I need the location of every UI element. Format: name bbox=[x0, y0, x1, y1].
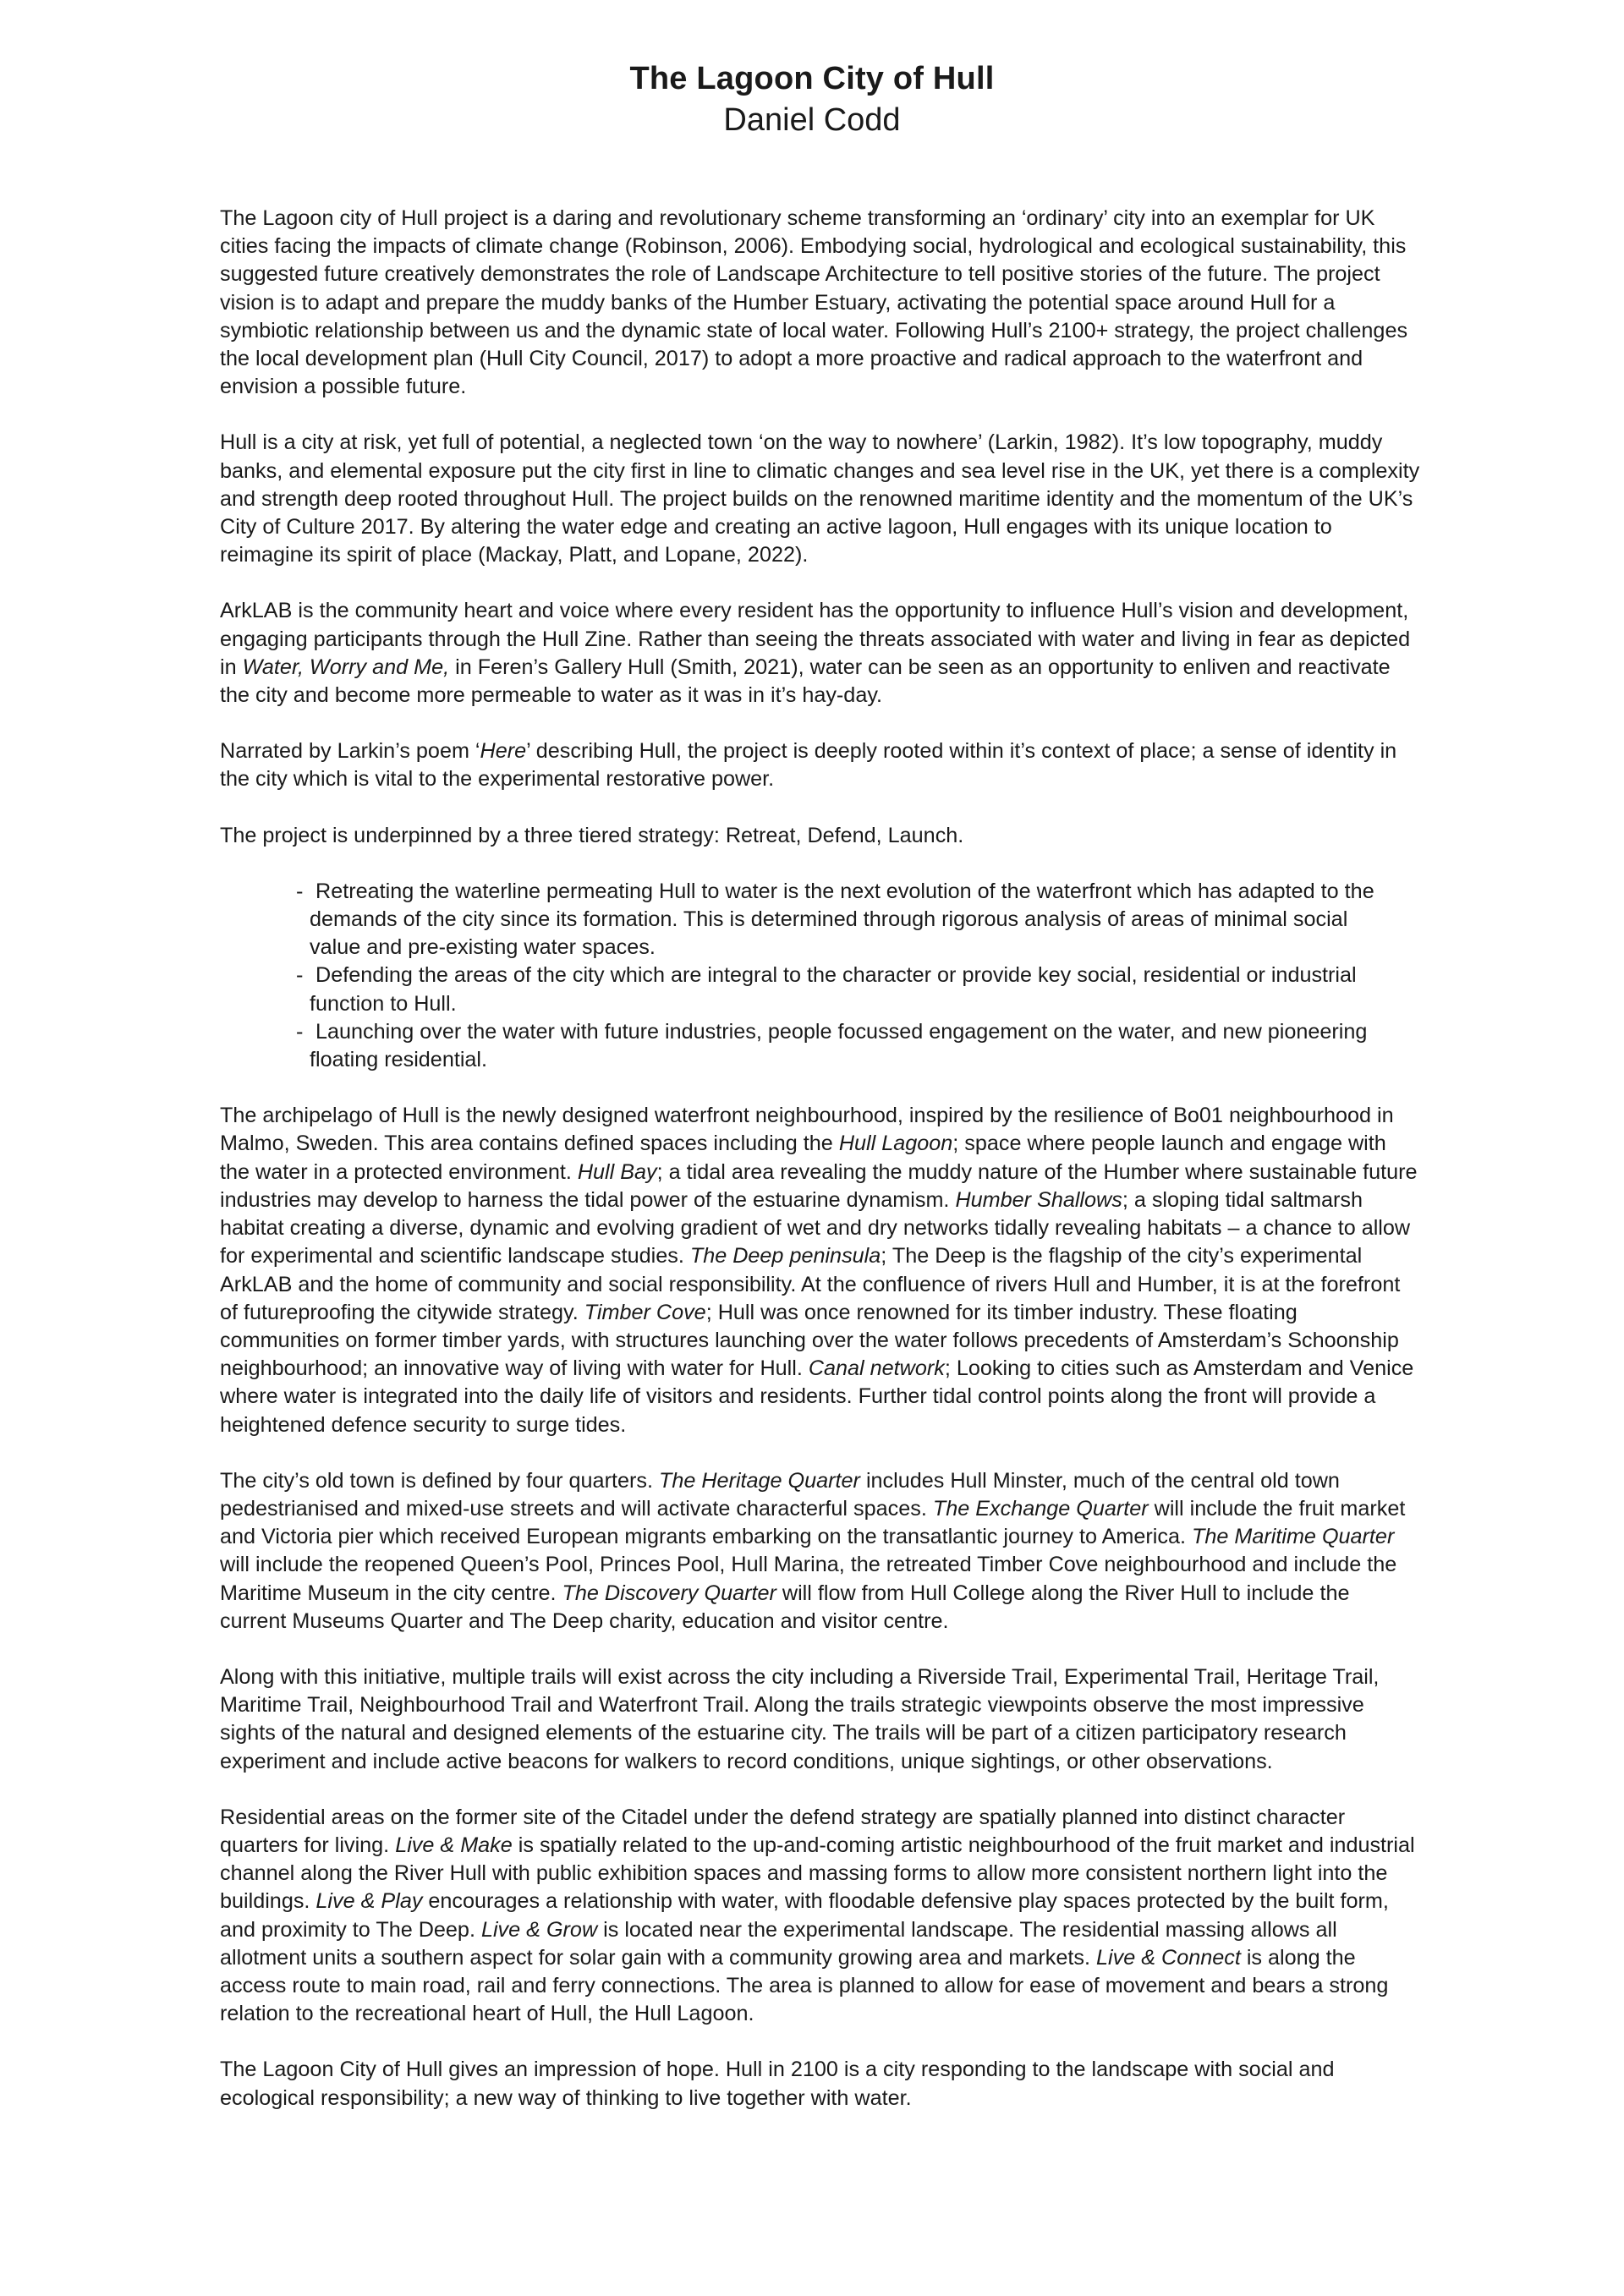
paragraph-conclusion: The Lagoon City of Hull gives an impression of hope. Hull in 2100 is a city responding to the landscape with social and ecological responsibility; a new way of thinking to live together with water. bbox=[220, 2058, 1335, 2110]
document-author: Daniel Codd bbox=[723, 102, 901, 138]
paragraph-intro: The Lagoon city of Hull project is a daring and revolutionary scheme transforming an ‘ordinary’ city into an exemplar for UK cities facing the impacts of climate change (Robinson, 2006). Embodying social, hydrological and ecological sustainability, this suggested future creatively demonstrates the role of Landscape Architecture to tell positive stories of the future. The project vision is to adapt and prepare the muddy banks of the Humber Estuary, activating the potential space around Hull for a symbiotic relationship between us and the dynamic state of local water. Following Hull’s 2100+ strategy, the project challenges the local development plan (Hull City Council, 2017) to adopt a more proactive and radical approach to the waterfront and envision a possible future. bbox=[220, 206, 1408, 399]
list-item-text: Launching over the water with future industries, people focussed engagement on the water, and new pioneering floating residential. bbox=[310, 1019, 1368, 1072]
document-header bbox=[0, 58, 1624, 140]
italic-term: Humber Shallows bbox=[955, 1187, 1122, 1212]
text-run: The city’s old town is defined by four quarters. bbox=[220, 1468, 659, 1493]
text-run: will flow from Hull College along the River Hull to include the current Museums Quarter and The Deep charity, education and visitor centre. bbox=[220, 1581, 1350, 1633]
paragraph-archipelago bbox=[220, 1102, 1421, 1438]
strategy-item-retreat bbox=[220, 878, 1387, 962]
list-item-text: Defending the areas of the city which are integral to the character or provide key social, residential or industrial function to Hull. bbox=[310, 963, 1357, 1016]
strategy-list bbox=[220, 878, 1421, 1074]
italic-term: Live & Make bbox=[395, 1833, 513, 1857]
paragraph-strategy-intro: The project is underpinned by a three tiered strategy: Retreat, Defend, Launch. bbox=[220, 823, 964, 847]
italic-term: Live & Grow bbox=[480, 1917, 598, 1942]
text-run: in Feren’s Gallery Hull (Smith, 2021), water can be seen as an opportunity to enliven and reactivate the city and become more permeable to water as it was in it’s hay-day. bbox=[220, 655, 1391, 708]
text-run: will include the reopened Queen’s Pool, Princes Pool, Hull Marina, the retreated Timber Cove neighbourhood and include the Maritime Museum in the city centre. bbox=[220, 1553, 1397, 1605]
paragraph-larkin bbox=[220, 737, 1421, 793]
text-run: ’ describing Hull, the project is deeply rooted within it’s context of place; a sense of identity in the city which is vital to the experimental restorative power. bbox=[220, 739, 1397, 792]
paragraph-trails: Along with this initiative, multiple trails will exist across the city including a Riverside Trail, Experimental Trail, Heritage Trail, Maritime Trail, Neighbourhood Trail and Waterfront Trail. Along the trails strategic viewpoints observe the most impressive sights of the natural and designed elements of the estuarine city. The trails will be part of a citizen participatory research experiment and include active beacons for walkers to record conditions, unique sightings, or other observations. bbox=[220, 1664, 1380, 1773]
paragraph-quarters bbox=[220, 1467, 1421, 1636]
text-run: encourages a relationship with water, with floodable defensive play spaces protected by the built form, and proximity to The Deep. bbox=[220, 1889, 1389, 1942]
document-body bbox=[220, 205, 1421, 2140]
paragraph-context: Hull is a city at risk, yet full of potential, a neglected town ‘on the way to nowhere’ (Larkin, 1982). It’s low topography, muddy banks, and elemental exposure put the city first in line to climatic changes and sea level rise in the UK, yet there is a complexity and strength deep rooted throughout Hull. The project builds on the renowned maritime identity and the momentum of the UK’s City of Culture 2017. By altering the water edge and creating an active lagoon, Hull engages with its unique location to reimagine its spirit of place (Mackay, Platt, and Lopane, 2022). bbox=[220, 430, 1420, 567]
text-run: Residential areas on the former site of the Citadel under the defend strategy are spatially planned into distinct character quarters for living. bbox=[220, 1805, 1346, 1857]
italic-term: Live & Connect bbox=[1096, 1945, 1241, 1970]
text-run: The archipelago of Hull is the newly designed waterfront neighbourhood, inspired by the resilience of Bo01 neighbourhood in Malmo, Sweden. This area contains defined spaces including the bbox=[220, 1104, 1394, 1156]
list-item-text: Retreating the waterline permeating Hull to water is the next evolution of the waterfront which has adapted to the demands of the city since its formation. This is determined through rigorous analysis of areas of minimal social value and pre-existing water spaces. bbox=[310, 879, 1374, 960]
strategy-item-defend bbox=[220, 962, 1387, 1017]
text-run: Narrated by Larkin’s poem ‘ bbox=[220, 739, 480, 764]
text-run: ; a sloping tidal saltmarsh habitat creating a diverse, dynamic and evolving gradient of wet and dry networks tidally revealing habitats – a chance to allow for experimental and scientific landscape studies. bbox=[220, 1187, 1411, 1269]
text-run: is along the access route to main road, rail and ferry connections. The area is planned to allow for ease of movement and bears a strong relation to the recreational heart of Hull, the Hull Lagoon. bbox=[220, 1945, 1389, 2026]
italic-term: The Exchange Quarter bbox=[932, 1496, 1149, 1521]
paragraph-residential bbox=[220, 1804, 1421, 2029]
italic-term: The Maritime Quarter bbox=[1191, 1525, 1395, 1549]
text-run: ; Looking to cities such as Amsterdam and Venice where water is integrated into the daily life of visitors and residents. Further tidal control points along the front will provide a heightened defence security to surge tides. bbox=[220, 1356, 1414, 1437]
italic-term: Canal network bbox=[808, 1356, 945, 1381]
text-run: ; a tidal area revealing the muddy nature of the Humber where sustainable future industries may develop to harness the tidal power of the estuarine dynamism. bbox=[220, 1159, 1418, 1212]
text-run: ArkLAB is the community heart and voice where every resident has the opportunity to influence Hull’s vision and development, engaging participants through the Hull Zine. Rather than seeing the threats associated with water and living in fear as depicted in bbox=[220, 599, 1411, 679]
italic-term: Hull Bay bbox=[577, 1159, 657, 1184]
bullet-marker: - bbox=[296, 879, 304, 903]
text-run: ; The Deep is the flagship of the city’s experimental ArkLAB and the home of community and social responsibility. At the confluence of rivers Hull and Humber, it is at the forefront of futureproofing the citywide strategy. bbox=[220, 1244, 1401, 1324]
italic-term: Water, Worry and Me, bbox=[242, 655, 450, 679]
text-run: is located near the experimental landscape. The residential massing allows all allotment units a southern aspect for solar gain with a community growing area and markets. bbox=[220, 1917, 1337, 1970]
strategy-item-launch bbox=[220, 1018, 1387, 1074]
italic-term: The Deep peninsula bbox=[689, 1244, 881, 1269]
document-title: The Lagoon City of Hull bbox=[629, 61, 995, 96]
text-run: will include the fruit market and Victoria pier which received European migrants embarking on the transatlantic journey to America. bbox=[220, 1496, 1406, 1549]
text-run: ; space where people launch and engage with the water in a protected environment. bbox=[220, 1132, 1386, 1184]
text-run: ; Hull was once renowned for its timber industry. These floating communities on former timber yards, with structures launching over the water follows precedents of Amsterdam’s Schoonship neighbourhood; an innovative way of living with water for Hull. bbox=[220, 1300, 1399, 1381]
text-run: includes Hull Minster, much of the central old town pedestrianised and mixed-use streets and will activate characterful spaces. bbox=[220, 1468, 1340, 1521]
text-run: is spatially related to the up-and-coming artistic neighbourhood of the fruit market and industrial channel along the River Hull with public exhibition spaces and massing forms to allow more consistent northern light into the buildings. bbox=[220, 1833, 1415, 1914]
bullet-marker: - bbox=[296, 963, 304, 988]
bullet-marker: - bbox=[296, 1019, 304, 1044]
italic-term: The Heritage Quarter bbox=[658, 1468, 860, 1493]
paragraph-arklab bbox=[220, 597, 1421, 710]
italic-term: Live & Play bbox=[315, 1889, 423, 1914]
italic-term: Hull Lagoon bbox=[838, 1132, 953, 1156]
italic-term: Here bbox=[480, 739, 527, 764]
italic-term: Timber Cove bbox=[584, 1300, 706, 1324]
italic-term: The Discovery Quarter bbox=[562, 1581, 776, 1605]
